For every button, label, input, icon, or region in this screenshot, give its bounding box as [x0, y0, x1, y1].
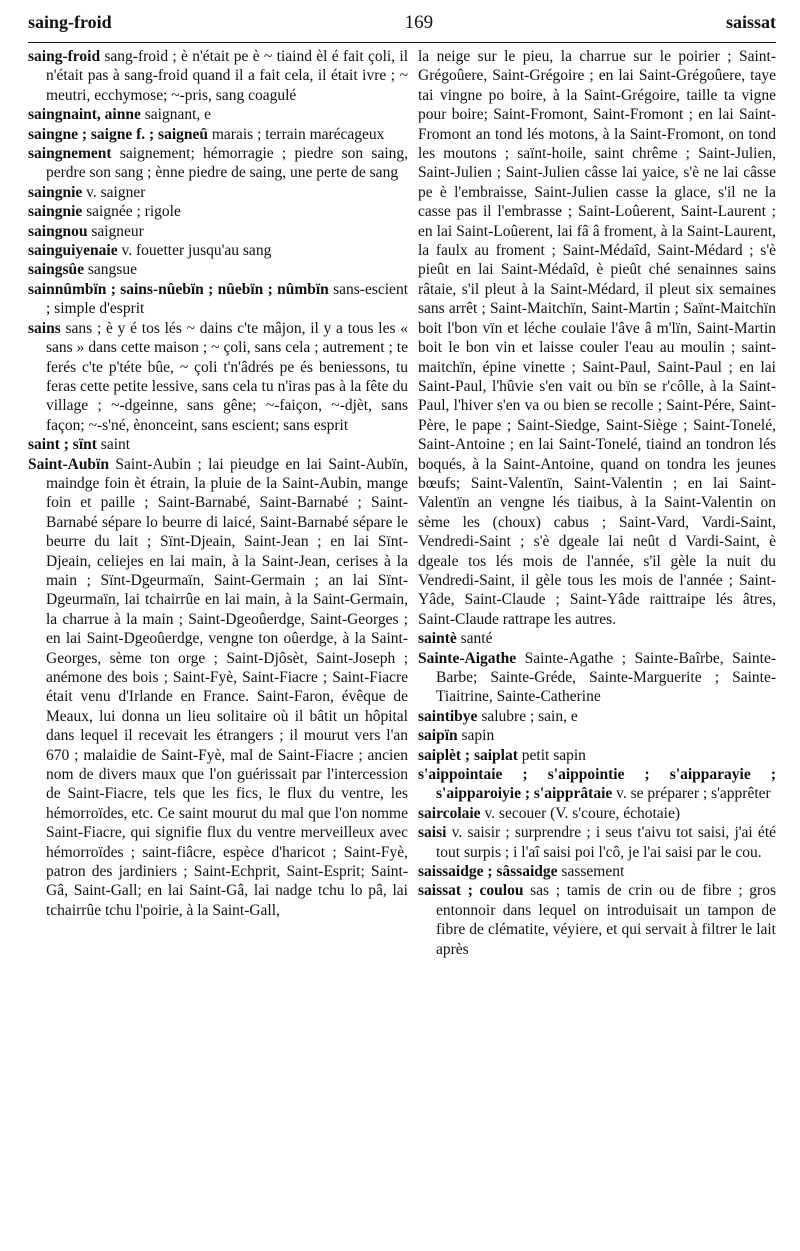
dictionary-entry: [28, 319, 408, 435]
dictionary-entry: [28, 435, 408, 454]
definition: santé: [460, 630, 493, 648]
dictionary-entry: [418, 765, 776, 804]
dictionary-entry: [418, 862, 776, 881]
definition: v. fouetter jusqu'au sang: [121, 242, 272, 260]
dictionary-entry: [418, 804, 776, 823]
definition: sans ; è y é tos lés ~ dains c'te mâjon, il y a tous les « sans » dans cette maison ; ~ çoli, sans cela ; autrement ; te ferés c'te p'téte bûe, ~ çoli t'n'âdrés pe és beniessons, tu feras cette petite lessive, sans cela tu n'iras pas à la fête du village ; ~-dgeinne, sans gêne; ~-faiçon, ~-djèt, sans façon; ~-s'né, ènonceint, sans escient; sans esprit: [46, 319, 409, 434]
definition: saignement; hémorragie ; piedre son saing, perdre son sang ; ènne piedre de saing, une perte de sang: [46, 145, 408, 182]
definition: salubre ; sain, e: [481, 707, 578, 725]
definition: sas ; tamis de crin ou de fibre ; gros entonnoir dans lequel on introduisait un tampon de fibre de clématite, véyiere, et qui servait à filtrer le lait après: [436, 882, 777, 958]
header-rule: [28, 42, 776, 43]
definition: v. secouer (V. s'coure, échotaie): [484, 804, 681, 822]
dictionary-entry: [28, 183, 408, 202]
headword: saintè: [418, 630, 457, 648]
continued-entry: [418, 47, 776, 629]
definition: v. saisir ; surprendre ; i seus t'aivu tot saisi, j'ai été tout surpis ; i l'aî saisi poi l'cô, je l'ai saisi par le cou.: [436, 824, 777, 861]
definition: sans-escient ; simple d'esprit: [46, 280, 408, 318]
definition: Sainte-Agathe ; Sainte-Baîrbe, Sainte-Barbe; Sainte-Gréde, Sainte-Marguerite ; Sainte-Tiaitrine, Sainte-Catherine: [436, 649, 777, 706]
header-last-word: saissat: [725, 12, 776, 32]
headword: Saint-Aubïn: [28, 455, 109, 473]
columns: [28, 47, 776, 959]
dictionary-entry: [28, 202, 408, 221]
right-column: [418, 47, 776, 959]
dictionary-entry: [418, 823, 776, 862]
headword: Sainte-Aigathe: [418, 649, 517, 667]
definition: petit sapin: [521, 746, 586, 764]
dictionary-entry: [418, 881, 776, 959]
definition: Saint-Aubin ; lai pieudge en lai Saint-Aubïn, maindge foin èt étrain, la pluie de la Saint-Aubin, mange foin et paille ; Saint-Barnabé, Saint-Barnabé ; Saint-Barnabé sépare lo beurre di laicé, Saint-Barnabé sépare le beurre du lait ; Sïnt-Djeain, Saint-Jean ; en lai Sïnt-Djeain, celiejes en lai main, à la Saint-Jean, cerises à la main ; Sïnt-Dgeurmaïn, Saint-Germain ; an lai Sïnt-Dgeurmaïn, lai tchairrûe en lai main, à la Saint-Germain, la charrue à la main ; Saint-Dgeoûerdge, Saint-Georges ; en lai Saint-Dgeoûerdge, vengne ton oûerdge, à la Saint-Georges, sème ton orge ; Saint-Djôsèt, Saint-Joseph ; anémone des bois ; Saint-Fyè, Saint-Fiacre ; Saint-Fiacre était venu d'Irlande en France. Saint-Faron, évêque de Meaux, lui donna un lieu solitaire où il bâtit un hôpital dans lequel il recevait les étrangers ; il mourut vers l'an 670 ; malaidie de Saint-Fyè, mal de Saint-Fiacre ; ancien nom de divers maux que l'on guérissait par l'intercession de Saint-Fiacre, tels que les fics, le flux du ventre, les hémorroïdes, etc. Ce saint mourut du mal que l'on nomme Saint-Fiacre, qui signifie flux du ventre merveilleux avec hémorroïdes ; saint-fiâcre, espèce d'haricot ; Saint-Fyè, patron des jardiniers ; Saint-Echprit, Saint-Esprit; Saint-Gâ, Saint-Gall; en lai Saint-Gâ, lai nadge tchu lo pâ, lai tchairrûe tchu l'poirie, à la Saint-Gall,: [46, 455, 408, 919]
headword: saingnaint, ainne: [28, 106, 141, 124]
headword: saingne ; saigne f. ; saigneû: [28, 125, 208, 143]
dictionary-entry: [418, 649, 776, 707]
headword: saintibye: [418, 707, 478, 725]
headword: saissat ; coulou: [418, 882, 524, 900]
headword: saing-froid: [28, 48, 101, 65]
headword: s'aippointaie ; s'aippointie ; s'aipparayie ; s'aipparoiyie ; s'aipprâtaie: [418, 766, 776, 803]
headword: saingnie: [28, 183, 83, 201]
headword: saipïn: [418, 727, 458, 745]
definition: sapin: [461, 727, 495, 745]
dictionary-entry: [28, 222, 408, 241]
headword: saingnement: [28, 145, 112, 163]
left-column: [28, 47, 408, 959]
definition: saint: [100, 436, 131, 454]
header-first-word: saing-froid: [28, 12, 112, 32]
definition: sassement: [561, 863, 625, 881]
headword: sains: [28, 319, 61, 337]
dictionary-entry: [28, 125, 408, 144]
headword: saingnou: [28, 222, 88, 240]
headword: saisi: [418, 824, 447, 842]
definition: marais ; terrain marécageux: [211, 125, 385, 143]
dictionary-entry: [28, 260, 408, 279]
dictionary-entry: [28, 105, 408, 124]
headword: saircolaie: [418, 804, 481, 822]
headword: saingsûe: [28, 261, 84, 279]
definition: v. saigner: [86, 183, 146, 201]
page-number: 169: [404, 12, 434, 33]
definition: saignée ; rigole: [86, 203, 181, 221]
definition: la neige sur le pieu, la charrue sur le poirier ; Saint-Grégoûere, Saint-Grégoire ; en lai Saint-Grégoûere, taye tai vingne po boire, à la Saint-Grégoire, taille ta vigne pour boire; Saint-Fromont, Saint-Fromont ; en lai Saint-Fromont an tond lés motons, à la Saint-Fromont, on tond les moutons ; saïnt-hoile, saint chrême ; Saint-Julien, Saint-Julien ; Saint-Julien câsse lai yaice, s'è ne lai câsse pe è l'embraisse, Saint-Julien casse la glace, s'il ne la casse pas il l'embrasse ; Saint-Loûerent, Saint-Laurent ; en lai Saint-Loûerent, lai fâ â froment, à la Saint-Laurent, la faulx au froment ; Saint-Médaîd, Saint-Médard ; s'è pieût en lai Saint-Médaîd, è pieût ché senainnes sains râtaie, s'il pleut à la Saint-Médard, il pleut six semaines sans arrêt ; Saint-Maitchïn, Saint-Martin ; Saïnt-Maitchïn boit l'bon vïn et léche coulaie l'âve â m'lïn, Saint-Martin boit le bon vin et laisse couler l'eau au moulin ; saint-maitchïn, épine vinette ; Saint-Paul, Saint-Paul ; en lai Saint-Paul, l'hûvie s'en vait ou bïn se r'côlle, à la Saint-Paul, l'hiver s'en va ou bien se recolle ; Saint-Pére, Saint-Père, le pape ; Saint-Siedge, Saint-Siège ; Saint-Tonelé, Saint-Antoine ; en lai Saint-Tonelé, tiaind an tondron lés boqués, à la Saint-Antoine, quand on tondra les jeunes bœufs; Saint-Valentïn, Saint-Valentin ; en lai Saint-Valentïn an vengne lés tiaibus, à la Saint-Valentin on sème les (choux) cabus ; Saint-Vard, Vardi-Saint, Vendredi-Saint ; s'è dgeale lai neût d Vardi-Saint, è dgeale tos lés mois de l'année, s'il gèle la nuit du Vendredi-Saint, il gèle tous les mois de l'année ; Saint-Yâde, Saint-Claude ; Saint-Yâde raittraipe lés âtres, Saint-Claude rattrape les autres.: [418, 48, 776, 628]
dictionary-entry: [28, 455, 408, 921]
dictionary-entry: [418, 629, 776, 648]
definition: v. se préparer ; s'apprêter: [616, 785, 771, 803]
dictionary-entry: [418, 707, 776, 726]
headword: sainguiyenaie: [28, 242, 118, 260]
headword: saingnie: [28, 203, 83, 221]
dictionary-entry: [28, 280, 408, 319]
headword: saissaidge ; sâssaidge: [418, 863, 558, 881]
running-header: [28, 12, 776, 40]
dictionary-entry: [28, 47, 408, 105]
headword: saiplèt ; saiplat: [418, 746, 518, 764]
definition: sangsue: [87, 261, 137, 279]
dictionary-entry: [28, 144, 408, 183]
dictionary-entry: [418, 726, 776, 745]
headword: saint ; sïnt: [28, 436, 97, 454]
dictionary-entry: [28, 241, 408, 260]
headword: sainnûmbïn ; sains-nûebïn ; nûebïn ; nûmbïn: [28, 280, 329, 298]
definition: saigneur: [91, 222, 144, 240]
definition: sang-froid ; è n'était pe è ~ tiaind èl é fait çoli, il n'était pas à sang-froid quand il a fait cela, il était ivre ; ~ meutri, ecchymose; ~-pris, sang coagulé: [46, 48, 408, 104]
dictionary-entry: [418, 746, 776, 765]
definition: saignant, e: [144, 106, 212, 124]
